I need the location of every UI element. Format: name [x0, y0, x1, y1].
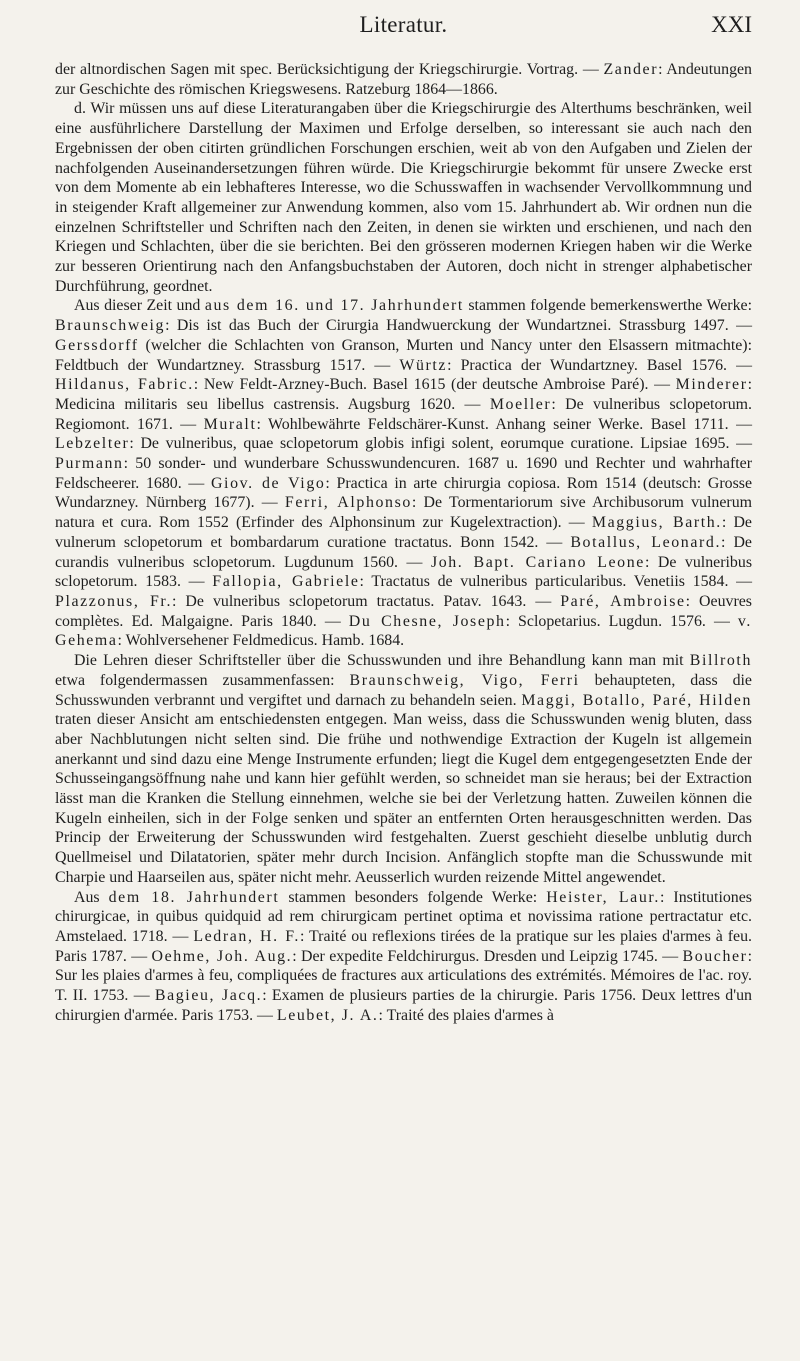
text-run: : Wohlbewährte Feldschärer-Kunst. Anhang seiner Werke. Basel 1711. —: [256, 415, 752, 433]
body-text: [55, 60, 752, 1025]
text-run: (welcher die Schlachten von Granson, Murten und Nancy unter den Elsassern mitmachte): Feldtbuch der Wundartzney. Strassburg 1517. —: [55, 336, 752, 374]
text-run: : 50 sonder- und wunderbare Schusswundencuren. 1687 u. 1690 und Rechter und wahrhafter Feldscheerer. 1680. —: [55, 455, 752, 492]
page-number: XXI: [711, 12, 752, 37]
text-run: Aus: [74, 888, 109, 906]
text-run: : Practica in arte chirurgia copiosa. Rom 1514 (deutsch: Grosse Wundarzney. Nürnberg 1677). —: [55, 474, 752, 512]
text-run: : Practica der Wundartzney. Basel 1576. —: [447, 356, 752, 374]
text-run: : De vulneribus sclopetorum tractatus. Patav. 1643. —: [172, 592, 561, 610]
text-run: : De vulneribus sclopetorum. 1583. —: [55, 553, 752, 591]
spaced-name: Leubet, J. A.: [276, 1006, 379, 1024]
text-run: d. Wir müssen uns auf diese Literaturangaben über die Kriegschirurgie des Alterthums beschränken, weil eine ausführlichere Darstellung der Maximen und Erfolge derselben, so interessant sie auch nach den Ergebnissen der oben citirten gründlichen Forschungen erschien, weit ab von den Aufgaben und Zielen der nachfolgenden Auseinandersetzungen führen würde. Die Kriegschirurgie bekommt für unsere Zwecke erst von dem Momente ab ein lebhafteres Interesse, wo die Schusswaffen in wachsender Vervollkommnung und in steigender Kraft allgemeiner zur Anwendung kommen, also vom 15. Jahrhundert ab. Wir ordnen nun die einzelnen Schriftsteller und Schriften nach den Zeiten, in denen sie wirkten und erschienen, und nach den Kriegen und Schlachten, über die sie berichten. Bei den grösseren modernen Kriegen haben wir die Werke zur besseren Orientirung nach den Anfangsbuchstaben der Autoren, doch nicht in strenger alphabetischer Durchführung, geordnet.: [55, 100, 752, 295]
spaced-name: Zander: [603, 61, 659, 78]
text-run: Aus dieser Zeit und: [74, 297, 205, 315]
running-title: Literatur.: [359, 12, 448, 37]
paragraph: [55, 60, 752, 99]
spaced-name: Ledran, H. F.: [193, 927, 300, 945]
paragraph: [55, 651, 752, 887]
text-run: stammen besonders folgende Werke:: [279, 888, 547, 906]
text-run: stammen folgende bemerkenswerthe Werke:: [463, 297, 752, 315]
text-run: : De vulneribus sclopetorum. Regiomont. 1671. —: [55, 395, 752, 433]
spaced-name: v. Gehema: [55, 612, 753, 650]
text-run: : Traité des plaies d'armes à: [378, 1006, 554, 1024]
spaced-name: Bagieu, Jacq.: [154, 987, 263, 1005]
spaced-name: Giov. de Vigo: [210, 474, 326, 492]
spaced-name: aus dem 16. und 17. Jahrhundert: [204, 297, 464, 315]
text-run: etwa folgendermassen zusammenfassen:: [55, 671, 350, 689]
spaced-name: Boucher: [682, 947, 748, 965]
text-run: : De vulneribus, quae sclopetorum globis infigi solent, eorumque curatione. Lipsiae 1695. —: [129, 435, 752, 453]
text-run: : De Tormentariorum sive Archibusorum vulnerum natura et cura. Rom 1552 (Erfinder des Alphonsinum zur Kugelextraction). —: [55, 494, 752, 532]
paragraph: [55, 296, 752, 651]
spaced-name: Botallus, Leonard.: [570, 533, 722, 551]
spaced-name: Plazzonus, Fr.: [55, 592, 173, 610]
spaced-name: Maggi, Botallo, Paré, Hilden: [521, 691, 752, 709]
spaced-name: Heister, Laur.: [546, 888, 660, 906]
spaced-name: Ferri, Alphonso: [284, 494, 412, 512]
spaced-name: Billroth: [689, 652, 752, 670]
text-run: : Wohlversehener Feldmedicus. Hamb. 1684.: [117, 632, 405, 650]
spaced-name: Moeller: [489, 395, 552, 413]
text-run: : Institutiones chirurgicae, in quibus quidquid ad rem chirurgicam pertinet optima et novissima ratione pertractatur etc. Amstelaed. 1718. —: [55, 888, 752, 945]
text-run: : Examen de plusieurs parties de la chirurgie. Paris 1756. Deux lettres d'un chirurgien d'armée. Paris 1753. —: [55, 987, 753, 1024]
spaced-name: Minderer: [675, 376, 748, 394]
spaced-name: Maggius, Barth.: [591, 514, 722, 532]
spaced-name: Purmann: [55, 455, 124, 473]
spaced-name: Paré, Ambroise: [560, 592, 686, 610]
text-run: : Oeuvres complètes. Ed. Malgaigne. Paris 1840. —: [55, 592, 752, 630]
text-run: behaupteten, dass die Schusswunden verbrannt und vergiftet und darnach zu behandeln seien.: [55, 671, 752, 709]
text-run: : Traité ou reflexions tirées de la pratique sur les plaies d'armes à feu. Paris 1787. —: [55, 927, 752, 965]
text-run: : New Feldt-Arzney-Buch. Basel 1615 (der deutsche Ambroise Paré). —: [193, 376, 676, 394]
text-run: : Medicina militaris seu libellus castrensis. Augsburg 1620. —: [55, 376, 753, 413]
text-run: : Sclopetarius. Lugdun. 1576. —: [505, 612, 738, 630]
paragraph: [55, 888, 752, 1026]
text-run: der altnordischen Sagen mit spec. Berücksichtigung der Kriegschirurgie. Vortrag. —: [55, 61, 604, 78]
spaced-name: Du Chesne, Joseph: [348, 612, 506, 630]
text-run: : De vulnerum sclopetorum et bombardarum curatione tractatus. Bonn 1542. —: [55, 514, 752, 551]
text-run: Die Lehren dieser Schriftsteller über die Schusswunden und ihre Behandlung kann man mit: [74, 652, 690, 670]
page-header: [55, 12, 752, 52]
text-run: : Tractatus de vulneribus particularibus. Venetiis 1584. —: [359, 573, 752, 591]
text-run: : Sur les plaies d'armes à feu, compliquées de fractures aux articulations des extrémités. Mémoires de l'ac. roy. T. II. 1753. —: [55, 947, 752, 1005]
paragraph: [55, 99, 752, 296]
spaced-name: Lebzelter: [55, 435, 130, 453]
spaced-name: Würtz: [399, 356, 448, 374]
spaced-name: Joh. Bapt. Cariano Leone: [430, 553, 645, 571]
text-run: : Andeutungen zur Geschichte des römischen Kriegswesens. Ratzeburg 1864—1866.: [55, 61, 753, 98]
spaced-name: Hildanus, Fabric.: [55, 376, 194, 394]
spaced-name: Braunschweig, Vigo, Ferri: [349, 671, 580, 689]
text-run: : De curandis vulneribus sclopetorum. Lugdunum 1560. —: [55, 533, 752, 571]
spaced-name: Muralt: [203, 415, 257, 433]
text-run: traten dieser Ansicht am entschiedensten entgegen. Man weiss, dass die Schusswunden wenig bluten, dass aber Nachblutungen nicht selten sind. Die frühe und nothwendige Extraction der Kugeln ist allgemein anerkannt und sind dazu eine Menge Instrumente erfunden; liegt die Kugel dem entgegengesetzten Ende der Schusseingangsöffnung nahe und kann hier gefühlt werden, so schneidet man sie heraus; bei der Extraction lässt man die Kranken die Stellung einnehmen, welche sie bei der Verletzung hatten. Zuweilen können die Kugeln einheilen, sich in der Folge senken und später an entfernten Orten herausgeschnitten werden. Das Princip der Erweiterung der Schusswunden wird festgehalten. Zuerst geschieht dieselbe unblutig durch Quellmeisel und Dilatatorien, später mehr durch Incision. Anfänglich stopfte man die Schusswunde mit Charpie und Haarseilen aus, später nicht mehr. Aeusserlich wurden reizende Mittel angewendet.: [55, 711, 752, 886]
text-run: : Dis ist das Buch der Cirurgia Handwuerckung der Wundartznei. Strassburg 1497. —: [165, 317, 752, 335]
spaced-name: Braunschweig: [55, 317, 166, 335]
spaced-name: Fallopia, Gabriele: [212, 573, 360, 591]
spaced-name: Gerssdorff: [55, 336, 139, 354]
spaced-name: dem 18. Jahrhundert: [108, 888, 280, 906]
text-run: : Der expedite Feldchirurgus. Dresden und Leipzig 1745. —: [292, 947, 683, 965]
spaced-name: Oehme, Joh. Aug.: [151, 947, 293, 965]
